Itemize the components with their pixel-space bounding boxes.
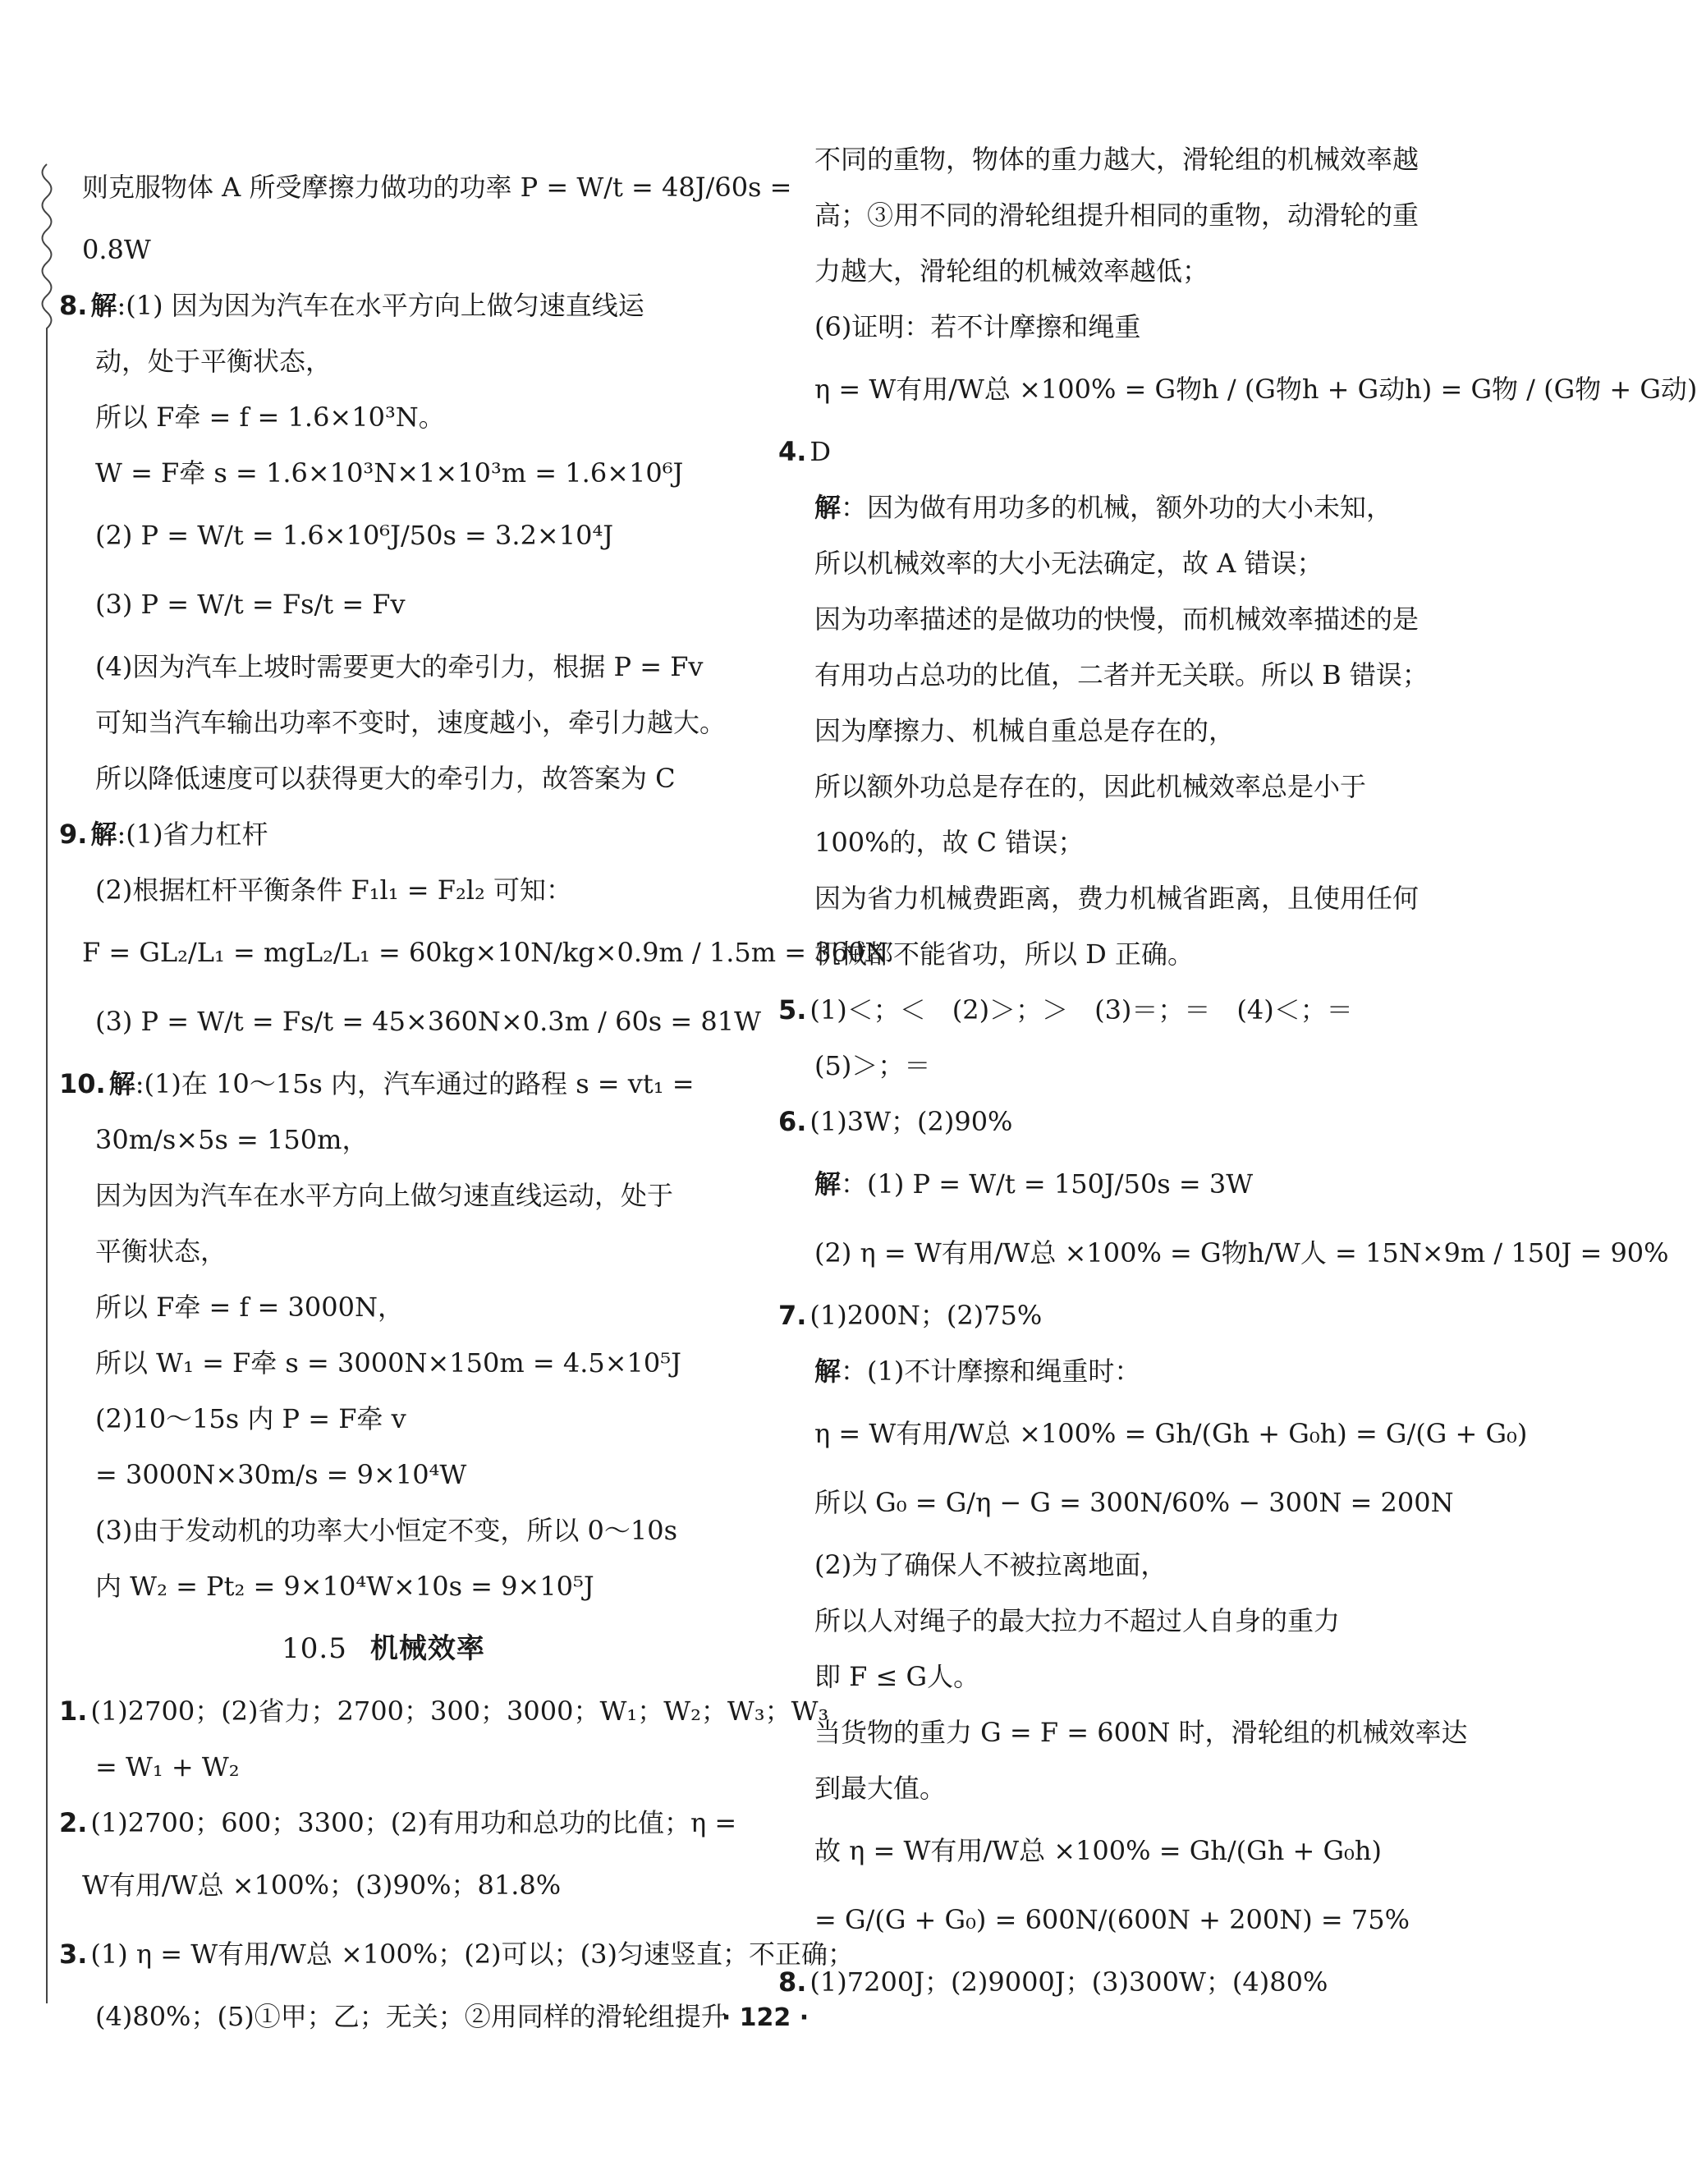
answer-line [59,862,708,918]
answer-line [59,1851,708,1920]
question-number: 8. [778,1966,807,1998]
line-text: (2) η = W有用/W总 ×100% = G物h/W人 = 15N×9m / 150J = 90% [814,1237,1669,1269]
line-text: 机械都不能省功，所以 D 正确。 [814,938,1195,970]
answer-line [778,1343,1424,1399]
answer-line [59,1558,708,1614]
answer-line [59,389,708,445]
line-text: 30m/s×5s = 150m， [95,1124,369,1155]
line-text: (1)3W；(2)90% [810,1106,1013,1137]
answer-line [778,1218,1669,1287]
line-text: 因为功率描述的是做功的快慢，而机械效率描述的是 [814,603,1420,635]
answer-line [778,243,1424,299]
line-text: = G/(G + G₀) = 600N/(600N + 200N) = 75% [814,1904,1410,1935]
right-column [778,131,1697,2010]
question-number: 2. [59,1807,88,1838]
line-text: 0.8W [82,234,151,265]
line-text: (1)200N；(2)75% [810,1300,1043,1331]
question-number: 9. [59,819,88,850]
section-name: 机械效率 [369,1632,485,1665]
line-text: 则克服物体 A 所受摩擦力做功的功率 P = W/t = 48J/60s = [82,172,792,203]
answer-line [59,1447,708,1503]
line-text: 平衡状态， [95,1236,227,1267]
line-text: :(1) 因为因为汽车在水平方向上做匀速直线运 [117,290,644,321]
line-text: 100%的，故 C 错误； [814,827,1085,858]
line-text: = 3000N×30m/s = 9×10⁴W [95,1459,467,1490]
line-text: 有用功占总功的比值，二者并无关联。所以 B 错误； [814,659,1429,691]
line-text: ：因为做有用功多的机械，额外功的大小未知， [841,492,1393,523]
answer-line [59,750,708,806]
line-text: 故 η = W有用/W总 ×100% = Gh/(Gh + G₀h) [814,1835,1382,1866]
solution-label: 解 [814,492,842,523]
line-text: 即 F ≤ G人。 [814,1661,980,1692]
answer-line [778,1468,1454,1537]
answer-line [59,1168,708,1223]
question-10 [59,1056,708,1112]
line-text: 内 W₂ = Pt₂ = 9×10⁴W×10s = 9×10⁵J [95,1571,594,1602]
answer-line [778,1649,1424,1705]
question-7 [778,1287,1424,1343]
line-text: 动，处于平衡状态， [95,346,333,377]
answer-line [778,1593,1424,1649]
answer-line [778,131,1424,187]
line-text: (4)80%；(5)①甲；乙；无关；②用同样的滑轮组提升 [95,2001,727,2032]
answer-line [59,918,888,987]
line-text: W有用/W总 ×100%；(3)90%；81.8% [82,1870,562,1901]
answer-line [778,591,1424,647]
answer-line [59,1335,708,1391]
question-9 [59,806,708,862]
answer-line [778,1885,1424,1954]
answer-line [59,501,708,570]
line-text: (1)＜；＜ (2)＞；＞ (3)＝；＝ (4)＜；＝ [810,994,1353,1025]
line-text: 所以 F牵 = f = 1.6×10³N。 [95,401,445,433]
line-text: 到最大值。 [814,1773,947,1804]
line-text: 高；③用不同的滑轮组提升相同的重物，动滑轮的重 [814,200,1420,231]
answer-line [59,1739,708,1795]
line-text: W = F牵 s = 1.6×10³N×1×10³m = 1.6×10⁶J [95,457,684,489]
answer-line [778,1149,1424,1218]
line-text: (5)＞；＝ [814,1050,931,1081]
line-text: (6)证明：若不计摩擦和绳重 [814,311,1141,342]
question-8 [778,1954,1424,2010]
line-text: :(1)省力杠杆 [117,819,268,850]
line-text: 因为摩擦力、机械自重总是存在的， [814,715,1236,746]
line-text: (4)因为汽车上坡时需要更大的牵引力，根据 P = Fv [95,651,704,682]
answer-line [778,703,1424,759]
answer-line [59,222,708,278]
answer-line [778,355,1697,424]
line-text: D [810,436,832,467]
answer-line [778,1816,1424,1885]
line-text: F = GL₂/L₁ = mgL₂/L₁ = 60kg×10N/kg×0.9m / 1.5m = 360N [82,937,888,968]
answer-line [778,535,1424,591]
line-text: (1)7200J；(2)9000J；(3)300W；(4)80% [810,1966,1328,1998]
question-3 [59,1920,854,1989]
answer-line [59,1112,708,1168]
section-title [59,1614,708,1683]
line-text: 可知当汽车输出功率不变时，速度越小，牵引力越大。 [95,707,727,738]
answer-line [778,1705,1468,1760]
question-number: 4. [778,436,807,467]
answer-line [59,445,708,501]
answer-line [778,479,1424,535]
line-text: = W₁ + W₂ [95,1751,240,1783]
line-text: 所以人对绳子的最大拉力不超过人自身的重力 [814,1605,1341,1636]
line-text: (2)为了确保人不被拉离地面， [814,1549,1167,1581]
question-number: 8. [59,290,88,321]
question-6 [778,1094,1424,1149]
line-text: (2)根据杠杆平衡条件 F₁l₁ = F₂l₂ 可知： [95,874,573,906]
answer-line [778,299,1424,355]
question-5 [778,982,1424,1038]
question-8 [59,278,708,333]
solution-label: 解 [108,1068,135,1099]
answer-line [778,1399,1528,1468]
line-text: (3)由于发动机的功率大小恒定不变，所以 0～10s [95,1515,678,1546]
answer-line [778,187,1424,243]
question-2 [59,1795,737,1851]
answer-line [59,153,792,222]
answer-line [59,1503,708,1558]
line-text: :(1)在 10～15s 内，汽车通过的路程 s = vt₁ = [135,1068,695,1099]
solution-label: 解 [90,819,117,850]
question-number: 10. [59,1068,106,1099]
line-text: η = W有用/W总 ×100% = Gh/(Gh + G₀h) = G/(G + G₀) [814,1418,1528,1449]
line-text: 所以机械效率的大小无法确定，故 A 错误； [814,548,1323,579]
answer-line [778,759,1424,814]
solution-label: 解 [90,290,117,321]
question-number: 7. [778,1300,807,1331]
question-1 [59,1683,829,1739]
question-4 [778,424,1424,479]
solution-label: 解 [814,1168,842,1200]
line-text: 所以 W₁ = F牵 s = 3000N×150m = 4.5×10⁵J [95,1347,681,1379]
answer-line [59,1279,708,1335]
line-text: (1) η = W有用/W总 ×100%；(2)可以；(3)匀速竖直；不正确； [90,1939,854,1970]
line-text: (3) P = W/t = Fs/t = 45×360N×0.3m / 60s = 81W [95,1006,761,1037]
line-text: 所以 G₀ = G/η − G = 300N/60% − 300N = 200N [814,1487,1454,1518]
line-text: ：(1)不计摩擦和绳重时： [841,1356,1141,1387]
answer-line [59,1391,708,1447]
answer-line [778,1038,1424,1094]
line-text: (3) P = W/t = Fs/t = Fv [95,589,406,620]
answer-line [778,814,1424,870]
question-number: 5. [778,994,807,1025]
answer-line [59,695,727,750]
line-text: η = W有用/W总 ×100% = G物h / (G物h + G动h) = G物 / (G物 + G动) [814,374,1697,405]
answer-line [59,639,708,695]
answer-line [59,1223,708,1279]
answer-line [778,926,1424,982]
line-text: 当货物的重力 G = F = 600N 时，滑轮组的机械效率达 [814,1717,1468,1748]
answer-line [778,870,1424,926]
binding-margin-line [33,164,61,2003]
answer-line [778,1760,1424,1816]
page-number: · 122 · [721,2003,810,2032]
question-number: 1. [59,1695,88,1727]
answer-line [59,987,761,1056]
line-text: (2)10～15s 内 P = F牵 v [95,1403,406,1434]
line-text: 因为因为汽车在水平方向上做匀速直线运动，处于 [95,1180,674,1211]
solution-label: 解 [814,1356,842,1387]
question-number: 6. [778,1106,807,1137]
line-text: 因为省力机械费距离，费力机械省距离，且使用任何 [814,883,1420,914]
line-text: ：(1) P = W/t = 150J/50s = 3W [841,1168,1254,1200]
section-number: 10.5 [282,1632,347,1665]
answer-line [778,1537,1424,1593]
answer-line [59,570,708,639]
line-text: (1)2700；600；3300；(2)有用功和总功的比值；η = [90,1807,737,1838]
line-text: 所以 F牵 = f = 3000N， [95,1292,404,1323]
answer-line [778,647,1429,703]
answer-line [59,333,708,389]
line-text: 不同的重物，物体的重力越大，滑轮组的机械效率越 [814,144,1420,175]
line-text: (1)2700；(2)省力；2700；300；3000；W₁；W₂；W₃；W₃ [90,1695,829,1727]
line-text: 所以额外功总是存在的，因此机械效率总是小于 [814,771,1367,802]
line-text: 所以降低速度可以获得更大的牵引力，故答案为 C [95,763,676,794]
question-number: 3. [59,1939,88,1970]
line-text: (2) P = W/t = 1.6×10⁶J/50s = 3.2×10⁴J [95,520,614,551]
line-text: 力越大，滑轮组的机械效率越低； [814,255,1209,287]
